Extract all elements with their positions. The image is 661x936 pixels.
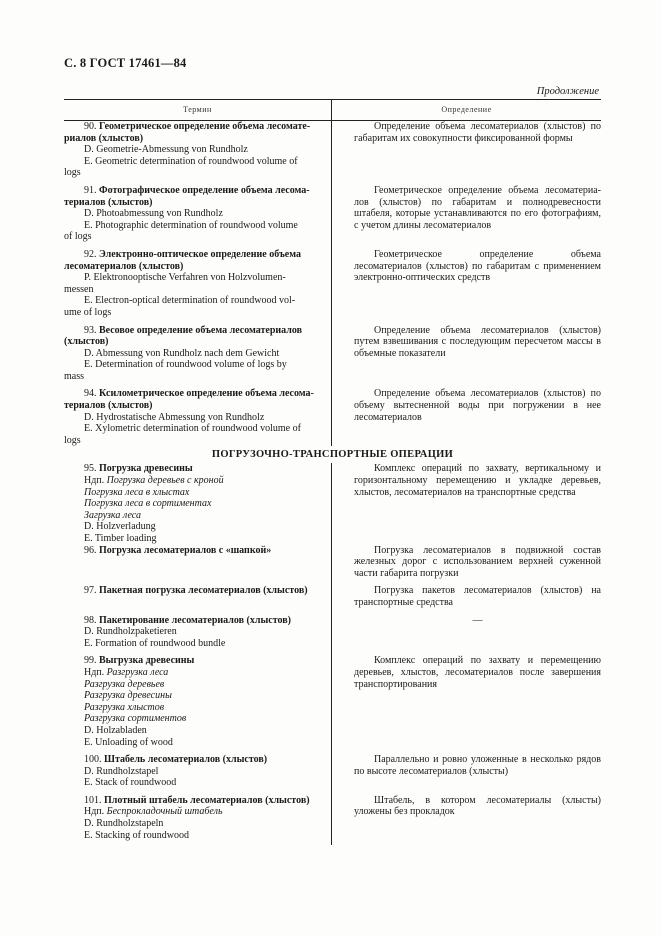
term-cell	[64, 615, 332, 650]
term-name: Ксилометрическое определение объема лесома-	[99, 388, 314, 400]
term-name: Выгрузка древесины	[99, 655, 195, 667]
table-tail	[64, 841, 601, 845]
term-number: 99.	[84, 655, 99, 667]
term-cell	[64, 585, 332, 608]
term-name-continued: (хлыстов)	[64, 336, 109, 348]
foreign-equivalent: P. Elektronooptische Verfahren von Holzvolumen-	[84, 272, 286, 284]
term-cell	[64, 249, 332, 319]
synonym-term: Разгрузка древесины	[84, 690, 172, 702]
term-row	[64, 325, 601, 383]
term-number: 93.	[84, 324, 99, 336]
term-name-continued: териалов (хлыстов)	[64, 196, 153, 208]
term-name: Погрузка лесоматериалов с «шапкой»	[99, 544, 272, 556]
terms-table	[64, 99, 601, 845]
definition-cell: Определение объема лесоматериалов (хлыстов) по объему вытесненной воды при погружении в нее лесоматериалов	[354, 388, 601, 423]
foreign-equivalent: of logs	[64, 231, 92, 243]
term-name: Фотографическое определение объема лесома-	[99, 184, 310, 196]
foreign-equivalent: D. Rundholzpaketieren	[84, 626, 177, 638]
term-cell	[64, 545, 332, 580]
foreign-equivalent: E. Photographic determination of roundwood volume	[84, 219, 298, 231]
term-row	[64, 249, 601, 319]
term-name-continued: териалов (хлыстов)	[64, 400, 153, 412]
foreign-equivalent: ume of logs	[64, 306, 112, 318]
definition-cell: Погрузка лесоматериалов в подвижной состав железных дорог с использованием верхней суженной части габарита погрузки	[354, 544, 601, 579]
term-name-continued: лесоматериалов (хлыстов)	[64, 260, 184, 272]
foreign-equivalent: D. Rundholzstapel	[84, 765, 159, 777]
foreign-equivalent: messen	[64, 283, 94, 295]
synonym-term: Разгрузка хлыстов	[84, 701, 165, 713]
foreign-equivalent: D. Geometrie-Abmessung von Rundholz	[84, 144, 248, 156]
term-name: Погрузка древесины	[99, 463, 193, 475]
continuation-label: Продолжение	[536, 86, 599, 97]
term-number: 91.	[84, 184, 99, 196]
definition-cell: Геометрическое определение объема лесоматериа-лов (хлыстов) по габаритам и полнодревесности штабеля, которые устанавливаются по его фотографиям, с учетом длины лесоматериалов	[354, 184, 601, 231]
definition-cell: Определение объема лесоматериалов (хлыстов) путем взвешивания с последующим пересчетом массы в объемные показатели	[354, 324, 601, 359]
foreign-equivalent: E. Timber loading	[84, 533, 157, 544]
term-number: 95.	[84, 463, 99, 475]
definition-cell: Определение объема лесоматериалов (хлыстов) по габаритам их совокупности фиксированной формы	[354, 121, 601, 144]
definition-cell: Погрузка пакетов лесоматериалов (хлыстов) на транспортные средства	[354, 585, 601, 608]
term-row	[64, 185, 601, 243]
term-name: Весовое определение объема лесоматериалов	[99, 324, 303, 336]
table-header	[64, 99, 601, 121]
synonym-term: Погрузка леса в сортиментах	[84, 498, 212, 510]
term-number: 96.	[84, 544, 99, 556]
foreign-equivalent: E. Determination of roundwood volume of logs by	[84, 359, 287, 371]
foreign-equivalent: E. Unloading of wood	[84, 736, 173, 748]
definition-cell: Комплекс операций по захвату, вертикальному и горизонтальному перемещению и укладке деревьев, хлыстов, лесоматериалов на транспортные средства	[354, 463, 601, 498]
term-row	[64, 795, 601, 841]
foreign-equivalent: E. Stack of roundwood	[84, 777, 177, 789]
synonym-term: Загрузка леса	[84, 509, 141, 521]
definition-cell: Штабель, в котором лесоматериалы (хлысты) уложены без прокладок	[354, 794, 601, 818]
foreign-equivalent: D. Photoabmessung von Rundholz	[84, 208, 223, 220]
term-row	[64, 585, 601, 608]
term-row	[64, 121, 601, 179]
foreign-equivalent: D. Holzverladung	[84, 521, 156, 533]
foreign-equivalent: D. Abmessung von Rundholz nach dem Gewicht	[84, 347, 280, 359]
foreign-equivalent: E. Stacking of roundwood	[84, 829, 189, 841]
term-cell	[64, 754, 332, 789]
term-name: Плотный штабель лесоматериалов (хлыстов)	[104, 794, 310, 806]
definition-cell: Геометрическое определение объема лесоматериалов (хлыстов) по габаритам с применением электронно-оптических средств	[354, 248, 601, 284]
term-number: 100.	[84, 754, 104, 766]
term-row	[64, 388, 601, 446]
term-cell	[64, 121, 332, 179]
deprecated-term: Ндп. Беспрокладочный штабель	[84, 806, 223, 818]
foreign-equivalent: E. Electron-optical determination of roundwood vol-	[84, 295, 296, 307]
synonym-term: Погрузка леса в хлыстах	[84, 486, 190, 498]
term-cell	[64, 463, 332, 544]
term-number: 94.	[84, 388, 99, 400]
term-name: Электронно-оптическое определение объема	[99, 248, 301, 260]
definition-cell: Параллельно и ровно уложенные в несколько рядов по высоте лесоматериалов (хлысты)	[354, 754, 601, 777]
term-row	[64, 545, 601, 580]
synonym-term: Разгрузка сортиментов	[84, 713, 187, 725]
foreign-equivalent: D. Hydrostatische Abmessung von Rundholz	[84, 411, 265, 423]
foreign-equivalent: mass	[64, 370, 84, 382]
term-name: Геометрическое определение объема лесомате-	[99, 121, 311, 132]
term-row	[64, 655, 601, 748]
deprecated-term: Ндп. Погрузка деревьев с кроной	[84, 475, 224, 487]
term-cell	[64, 655, 332, 748]
page-header: С. 8 ГОСТ 17461—84	[64, 56, 187, 70]
header-definition: Определение	[441, 105, 492, 114]
foreign-equivalent: E. Formation of roundwood bundle	[84, 637, 226, 649]
deprecated-term: Ндп. Разгрузка леса	[84, 666, 169, 678]
term-name: Пакетирование лесоматериалов (хлыстов)	[99, 614, 291, 626]
foreign-equivalent: D. Rundholzstapeln	[84, 818, 164, 830]
term-row	[64, 463, 601, 544]
term-name: Пакетная погрузка лесоматериалов (хлыстов)	[99, 585, 308, 597]
foreign-equivalent: logs	[64, 434, 81, 446]
foreign-equivalent: E. Xylometric determination of roundwood volume of	[84, 423, 301, 435]
term-number: 101.	[84, 794, 104, 806]
table-body	[64, 121, 601, 845]
header-term: Термин	[64, 100, 332, 120]
term-row	[64, 615, 601, 650]
term-cell	[64, 795, 332, 841]
section-title: ПОГРУЗОЧНО-ТРАНСПОРТНЫЕ ОПЕРАЦИИ	[211, 449, 454, 461]
term-number: 98.	[84, 614, 99, 626]
term-cell	[64, 388, 332, 446]
term-cell	[64, 325, 332, 383]
term-number: 90.	[84, 121, 99, 132]
definition-cell: —	[472, 614, 483, 626]
term-cell	[64, 185, 332, 243]
foreign-equivalent: D. Holzabladen	[84, 724, 147, 736]
foreign-equivalent: E. Geometric determination of roundwood volume of	[84, 155, 298, 167]
definition-cell: Комплекс операций по захвату и перемещению деревьев, хлыстов, лесоматериалов после завершения транспортирования	[354, 655, 601, 690]
synonym-term: Разгрузка деревьев	[84, 678, 165, 690]
term-row	[64, 754, 601, 789]
term-name: Штабель лесоматериалов (хлыстов)	[104, 754, 268, 766]
term-name-continued: риалов (хлыстов)	[64, 132, 144, 144]
foreign-equivalent: logs	[64, 167, 81, 179]
term-number: 97.	[84, 585, 99, 597]
term-number: 92.	[84, 248, 99, 260]
